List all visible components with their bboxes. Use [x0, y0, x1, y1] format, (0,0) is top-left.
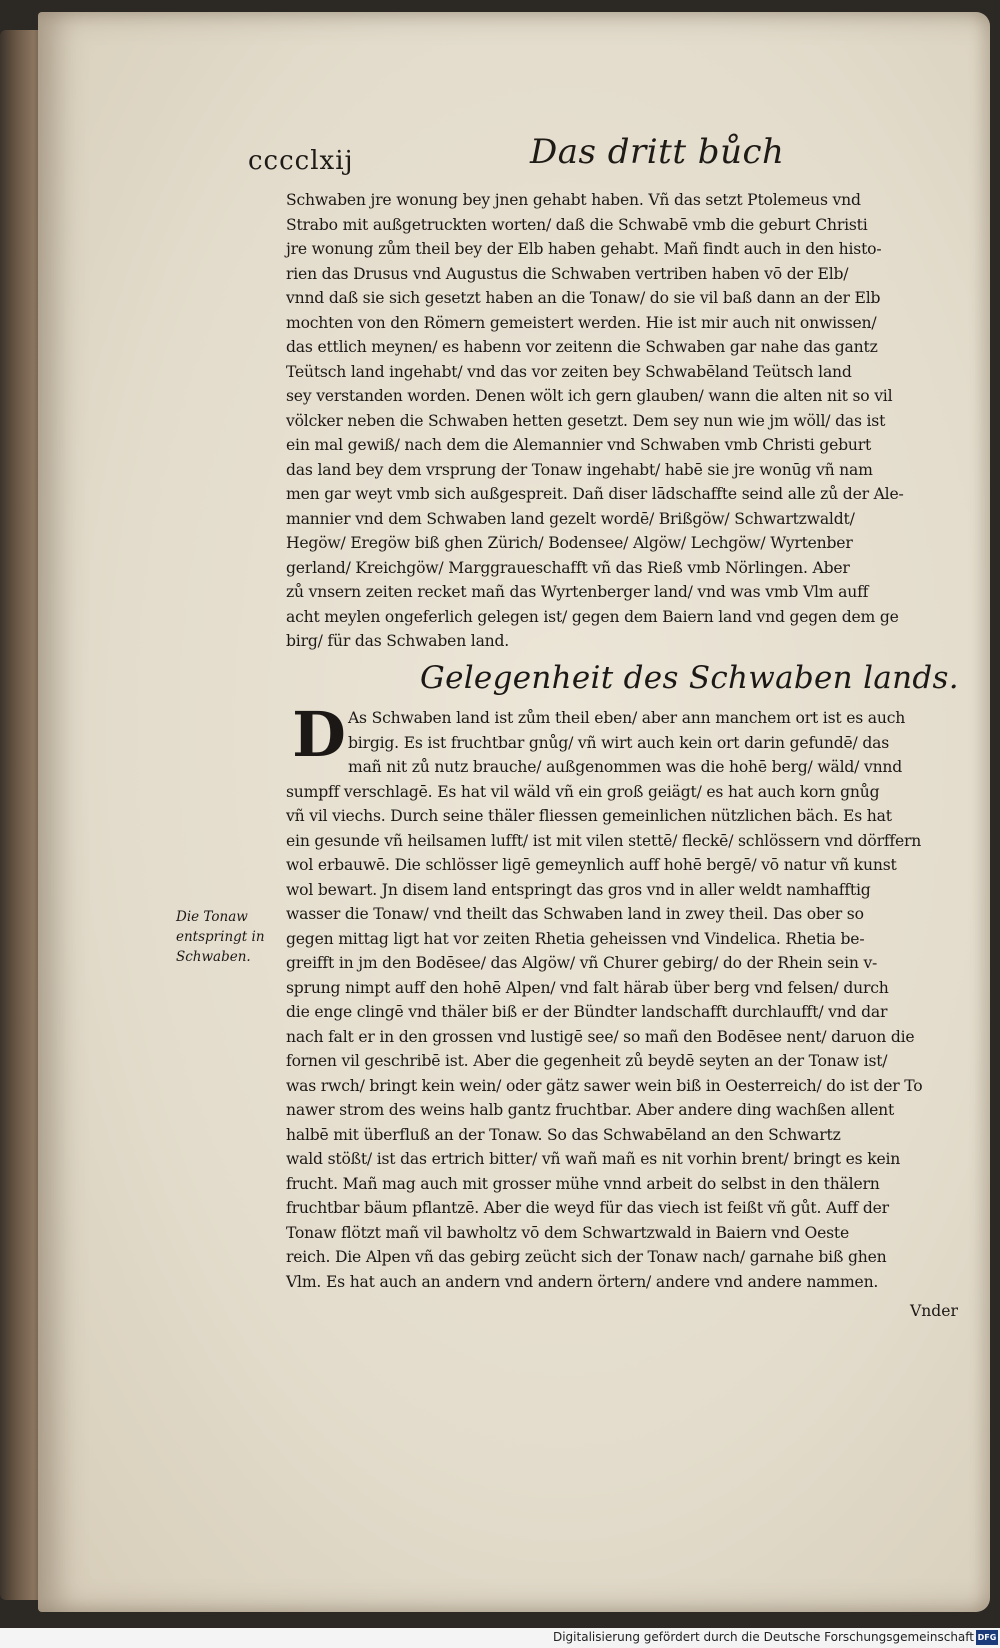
text-line: ein mal gewiß/ nach dem die Alemannier vnd Schwaben vmb Christi geburt [286, 436, 872, 454]
text-line: fornen vil geschribē ist. Aber die gegenheit zů beydē seyten an der Tonaw ist/ [286, 1052, 888, 1070]
text-line: men gar weyt vmb sich außgespreit. Dañ diser lādschaffte seind alle zů der Ale- [286, 485, 904, 503]
margin-note [176, 907, 286, 967]
text-line: gerland/ Kreichgöw/ Marggraueschafft vñ das Rieß vmb Nörlingen. Aber [286, 558, 850, 577]
dfg-logo-icon: DFG [976, 1630, 998, 1645]
text-line: Strabo mit außgetruckten worten/ daß die Schwabē vmb die geburt Christi [286, 215, 868, 234]
text-line: zů vnsern zeiten recket mañ das Wyrtenberger land/ vnd was vmb Vlm auff [286, 583, 869, 601]
text-line: fruchtbar bäum pflantzē. Aber die weyd für das viech ist feißt vñ gůt. Auff der [286, 1199, 889, 1217]
text-line: sey verstanden worden. Denen wölt ich gern glauben/ wann die alten nit so vil [286, 387, 893, 405]
top-paragraph [286, 188, 974, 654]
text-line: acht meylen ongeferlich gelegen ist/ gegen dem Baiern land vnd gegen dem ge [286, 607, 899, 626]
text-line: sprung nimpt auff den hohē Alpen/ vnd falt härab über berg vnd felsen/ durch [286, 978, 889, 997]
text-line: sumpff verschlagē. Es hat vil wäld vñ ein groß geiägt/ es hat auch korn gnůg [286, 782, 880, 801]
text-line: jre wonung zům theil bey der Elb haben gehabt. Mañ findt auch in den histo- [286, 240, 882, 258]
text-line: Teütsch land ingehabt/ vnd das vor zeiten bey Schwabēland Teütsch land [286, 362, 852, 381]
page-header [248, 124, 968, 184]
text-line: mañ nit zů nutz brauche/ außgenommen was die hohē berg/ wäld/ vnnd [348, 758, 903, 776]
drop-cap-initial: D [292, 698, 346, 771]
margin-note-line: Schwaben. [176, 949, 251, 965]
section-heading: Gelegenheit des Schwaben lands. [420, 660, 959, 696]
text-line: völcker neben die Schwaben hetten gesetzt. Dem sey nun wie jm wöll/ das ist [286, 411, 886, 430]
text-line: mochten von den Römern gemeistert werden. Hie ist mir auch nit onwissen/ [286, 313, 877, 332]
text-line: wasser die Tonaw/ vnd theilt das Schwaben land in zwey theil. Das ober so [286, 905, 864, 923]
text-line: Vlm. Es hat auch an andern vnd andern örtern/ andere vnd andere nammen. [286, 1272, 879, 1291]
text-line: ein gesunde vñ heilsamen lufft/ ist mit vilen stettē/ fleckē/ schlössern vnd dörffern [286, 831, 922, 850]
text-line: das ettlich meynen/ es habenn vor zeitenn die Schwaben gar nahe das gantz [286, 338, 878, 356]
text-line: nach falt er in den grossen vnd lustigē see/ so mañ den Bodēsee nent/ daruon die [286, 1027, 915, 1046]
body-paragraph [286, 698, 974, 1294]
folio-number: cccclxij [248, 146, 354, 176]
text-line: wol erbauwē. Die schlösser ligē gemeynlich auff hohē bergē/ vō natur vñ kunst [286, 856, 897, 874]
running-title: Das dritt bůch [530, 132, 785, 172]
catchword: Vnder [910, 1302, 958, 1320]
text-line: birg/ für das Schwaben land. [286, 632, 510, 650]
text-line: Tonaw flötzt mañ vil bawholtz vō dem Schwartzwald in Baiern vnd Oeste [286, 1223, 850, 1242]
text-line: wol bewart. Jn disem land entspringt das gros vnd in aller weldt namhafftig [286, 880, 871, 899]
margin-note-line: entspringt in [176, 929, 265, 945]
footer-credit: Digitalisierung gefördert durch die Deutsche Forschungsgemeinschaft [552, 1630, 974, 1644]
footer-bar [0, 1628, 1000, 1648]
text-line: halbē mit überfluß an der Tonaw. So das Schwabēland an den Schwartz [286, 1125, 841, 1144]
margin-note-line: Die Tonaw [176, 909, 248, 925]
text-line: birgig. Es ist fruchtbar gnůg/ vñ wirt auch kein ort darin gefundē/ das [348, 733, 890, 752]
text-line: rien das Drusus vnd Augustus die Schwaben vertriben haben vō der Elb/ [286, 264, 849, 283]
text-line: As Schwaben land ist zům theil eben/ aber ann manchem ort ist es auch [348, 709, 906, 727]
text-line: wald stößt/ ist das ertrich bitter/ vñ wañ mañ es nit vorhin brent/ bringt es kein [286, 1150, 901, 1168]
text-line: vnnd daß sie sich gesetzt haben an die Tonaw/ do sie vil baß dann an der Elb [286, 289, 881, 307]
text-line: mannier vnd dem Schwaben land gezelt wordē/ Brißgöw/ Schwartzwaldt/ [286, 509, 855, 528]
text-line: das land bey dem vrsprung der Tonaw ingehabt/ habē sie jre wonūg vñ nam [286, 460, 873, 479]
text-line: frucht. Mañ mag auch mit grosser mühe vnnd arbeit do selbst in den thälern [286, 1174, 880, 1193]
text-line: greifft in jm den Bodēsee/ das Algöw/ vñ Churer gebirg/ do der Rhein sein v- [286, 954, 878, 972]
text-line: gegen mittag ligt hat vor zeiten Rhetia geheissen vnd Vindelica. Rhetia be- [286, 929, 865, 948]
text-line: Schwaben jre wonung bey jnen gehabt haben. Vñ das setzt Ptolemeus vnd [286, 191, 861, 209]
text-line: Hegöw/ Eregöw biß ghen Zürich/ Bodensee/ Algöw/ Lechgöw/ Wyrtenber [286, 534, 853, 552]
text-line: nawer strom des weins halb gantz fruchtbar. Aber andere ding wachßen allent [286, 1101, 895, 1119]
text-line: was rwch/ bringt kein wein/ oder gätz sawer wein biß in Oesterreich/ do ist der To [286, 1076, 923, 1095]
text-line: vñ vil viechs. Durch seine thäler fliessen gemeinlichen nützlichen bäch. Es hat [286, 807, 892, 825]
text-line: die enge clingē vnd thäler biß er der Bündter landschafft durchlaufft/ vnd dar [286, 1003, 888, 1021]
text-line: reich. Die Alpen vñ das gebirg zeücht sich der Tonaw nach/ garnahe biß ghen [286, 1248, 887, 1266]
